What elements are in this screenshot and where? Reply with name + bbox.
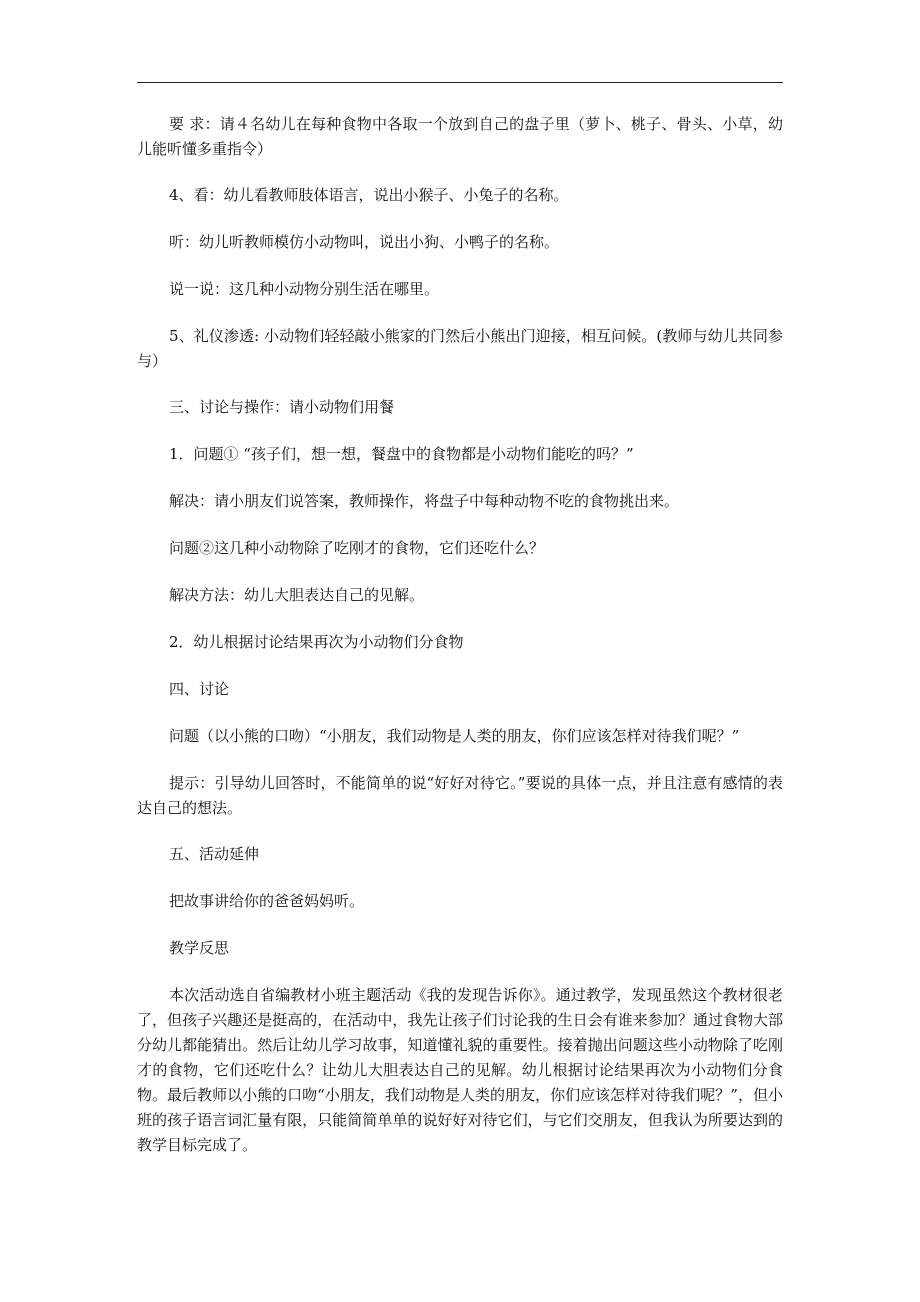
paragraph-listen: 听：幼儿听教师模仿小动物叫，说出小狗、小鸭子的名称。 [169,233,560,251]
paragraph-say: 说一说：这几种小动物分别生活在哪里。 [169,280,440,298]
heading-section-4: 四、讨论 [169,680,230,698]
paragraph-solution-1: 解决：请小朋友们说答案，教师操作，将盘子中每种动物不吃的食物挑出来。 [169,492,680,510]
paragraph-etiquette: 5、礼仪渗透: 小动物们轻轻敲小熊家的门然后小熊出门迎接，相互问候。(教师与幼儿共同参与） [137,327,783,370]
heading-section-3: 三、讨论与操作：请小动物们用餐 [169,398,395,416]
paragraph-hint: 提示：引导幼儿回答时，不能简单的说“好好对待它。”要说的具体一点，并且注意有感情的表达自己的想法。 [137,774,783,817]
paragraph-look: 4、看：幼儿看教师肢体语言，说出小猴子、小兔子的名称。 [169,186,569,204]
paragraph-question-2: 问题②这几种小动物除了吃刚才的食物，它们还吃什么？ [169,539,545,557]
paragraph-reflection: 本次活动选自省编教材小班主题活动《我的发现告诉你》。通过教学，发现虽然这个教材很老了，但孩子兴趣还是挺高的，在活动中，我先让孩子们讨论我的生日会有谁来参加？通过食物大部分幼儿都能猜出。然后让幼儿学习故事，知道懂礼貌的重要性。接着抛出问题这些小动物除了吃刚才的食物，它们还吃什么？让幼儿大胆表达自己的见解。幼儿根据讨论结果再次为小动物们分食物。最后教师以小熊的口吻“小朋友，我们动物是人类的朋友，你们应该怎样对待我们呢？”，但小班的孩子语言词汇量有限，只能简简单单的说好好对待它们，与它们交朋友，但我认为所要达到的教学目标完成了。 [137,986,783,1154]
paragraph-bear-question: 问题（以小熊的口吻）“小朋友，我们动物是人类的朋友，你们应该怎样对待我们呢？” [169,727,740,745]
paragraph-requirement: 要 求：请４名幼儿在每种食物中各取一个放到自己的盘子里（萝卜、桃子、骨头、小草，幼儿能听懂多重指令） [137,115,783,158]
paragraph-question-1: 1．问题① “孩子们，想一想，餐盘中的食物都是小动物们能吃的吗？” [169,445,634,463]
document-body [137,112,783,1158]
paragraph-solution-2: 解决方法：幼儿大胆表达自己的见解。 [169,586,425,604]
heading-section-5: 五、活动延伸 [169,845,260,863]
paragraph-extension: 把故事讲给你的爸爸妈妈听。 [169,892,365,910]
heading-reflection: 教学反思 [169,939,230,957]
header-rule [137,82,783,83]
paragraph-step-2: 2．幼儿根据讨论结果再次为小动物们分食物 [169,633,464,651]
